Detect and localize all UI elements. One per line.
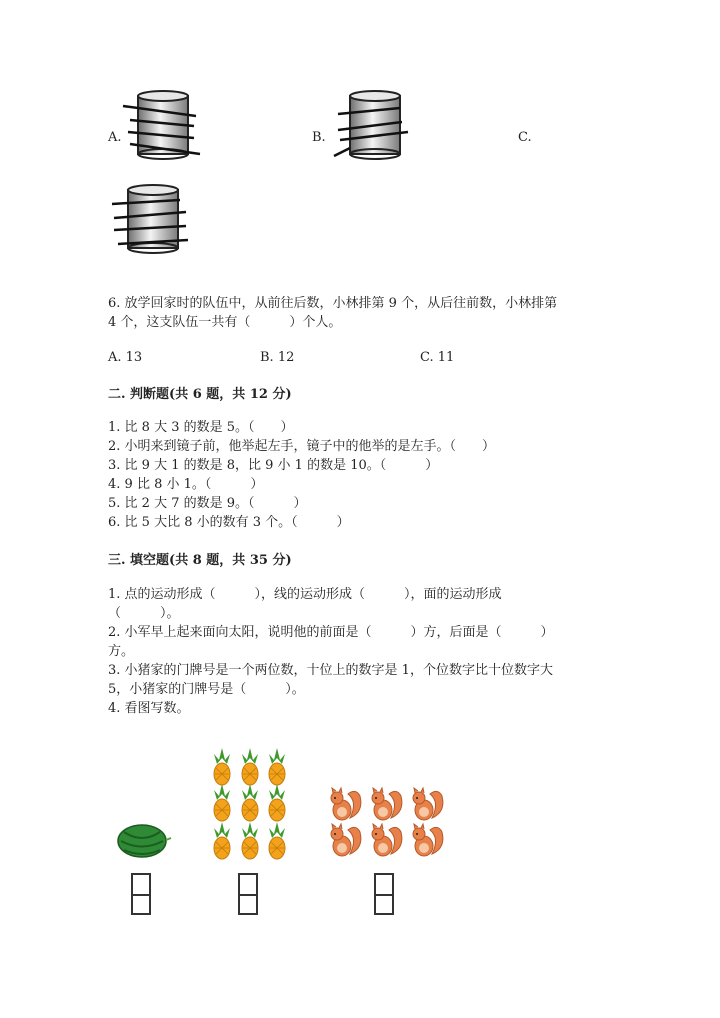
answer-box-watermelon[interactable] xyxy=(131,873,151,915)
q6-option-b: B. 12 xyxy=(260,350,295,365)
option-b-label: B. xyxy=(312,130,326,145)
pineapple-icon xyxy=(214,822,230,859)
squirrel-group xyxy=(326,786,450,862)
fill-line: 5，小猪家的门牌号是（ ）。 xyxy=(108,682,305,697)
pineapple-icon xyxy=(269,784,285,821)
coil-cylinder-c-icon xyxy=(108,182,198,254)
fill-line: 1. 点的运动形成（ ），线的运动形成（ ），面的运动形成 xyxy=(108,587,502,602)
answer-box-pineapple[interactable] xyxy=(238,873,258,915)
judge-item: 6. 比 5 大比 8 小的数有 3 个。（ ） xyxy=(108,515,350,530)
fill-line: 2. 小军早上起来面向太阳，说明他的前面是（ ）方，后面是（ ） xyxy=(108,625,554,640)
fill-line: （ ）。 xyxy=(108,606,180,621)
coil-cylinder-a-icon xyxy=(118,88,208,160)
pineapple-icon xyxy=(269,748,285,785)
fill-line: 方。 xyxy=(108,644,135,659)
judge-item: 1. 比 8 大 3 的数是 5。（ ） xyxy=(108,420,294,435)
pineapple-icon xyxy=(214,748,230,785)
judge-item: 3. 比 9 大 1 的数是 8，比 9 小 1 的数是 10。（ ） xyxy=(108,458,439,473)
judge-item: 5. 比 2 大 7 的数是 9。（ ） xyxy=(108,496,307,511)
pineapple-icon xyxy=(242,822,258,859)
judge-item: 4. 9 比 8 小 1。（ ） xyxy=(108,477,264,492)
option-a-label: A. xyxy=(108,130,122,145)
pineapple-group xyxy=(210,748,292,862)
section-3-title: 三. 填空题(共 8 题，共 35 分) xyxy=(108,553,292,568)
pineapple-icon xyxy=(269,822,285,859)
option-c-label: C. xyxy=(518,130,532,145)
squirrel-icon xyxy=(413,824,443,856)
pineapple-icon xyxy=(242,784,258,821)
question-6-line-2: 4 个，这支队伍一共有（ ）个人。 xyxy=(108,315,342,330)
squirrel-icon xyxy=(331,824,361,856)
q6-option-a: A. 13 xyxy=(108,350,143,365)
pineapple-icon xyxy=(214,784,230,821)
squirrel-icon xyxy=(372,824,402,856)
section-2-title: 二. 判断题(共 6 题，共 12 分) xyxy=(108,387,292,402)
squirrel-icon xyxy=(413,788,443,820)
answer-box-squirrel[interactable] xyxy=(374,873,394,915)
squirrel-icon xyxy=(331,788,361,820)
judge-item: 2. 小明来到镜子前，他举起左手，镜子中的他举的是左手。（ ） xyxy=(108,439,496,454)
fill-line: 3. 小猪家的门牌号是一个两位数，十位上的数字是 1，个位数字比十位数字大 xyxy=(108,663,553,678)
coil-cylinder-b-icon xyxy=(330,88,420,160)
fill-line: 4. 看图写数。 xyxy=(108,701,190,716)
q6-option-c: C. 11 xyxy=(420,350,455,365)
squirrel-icon xyxy=(372,788,402,820)
pineapple-icon xyxy=(242,748,258,785)
watermelon-icon xyxy=(116,822,172,860)
question-6-line-1: 6. 放学回家时的队伍中，从前往后数，小林排第 9 个，从后往前数，小林排第 xyxy=(108,296,558,311)
